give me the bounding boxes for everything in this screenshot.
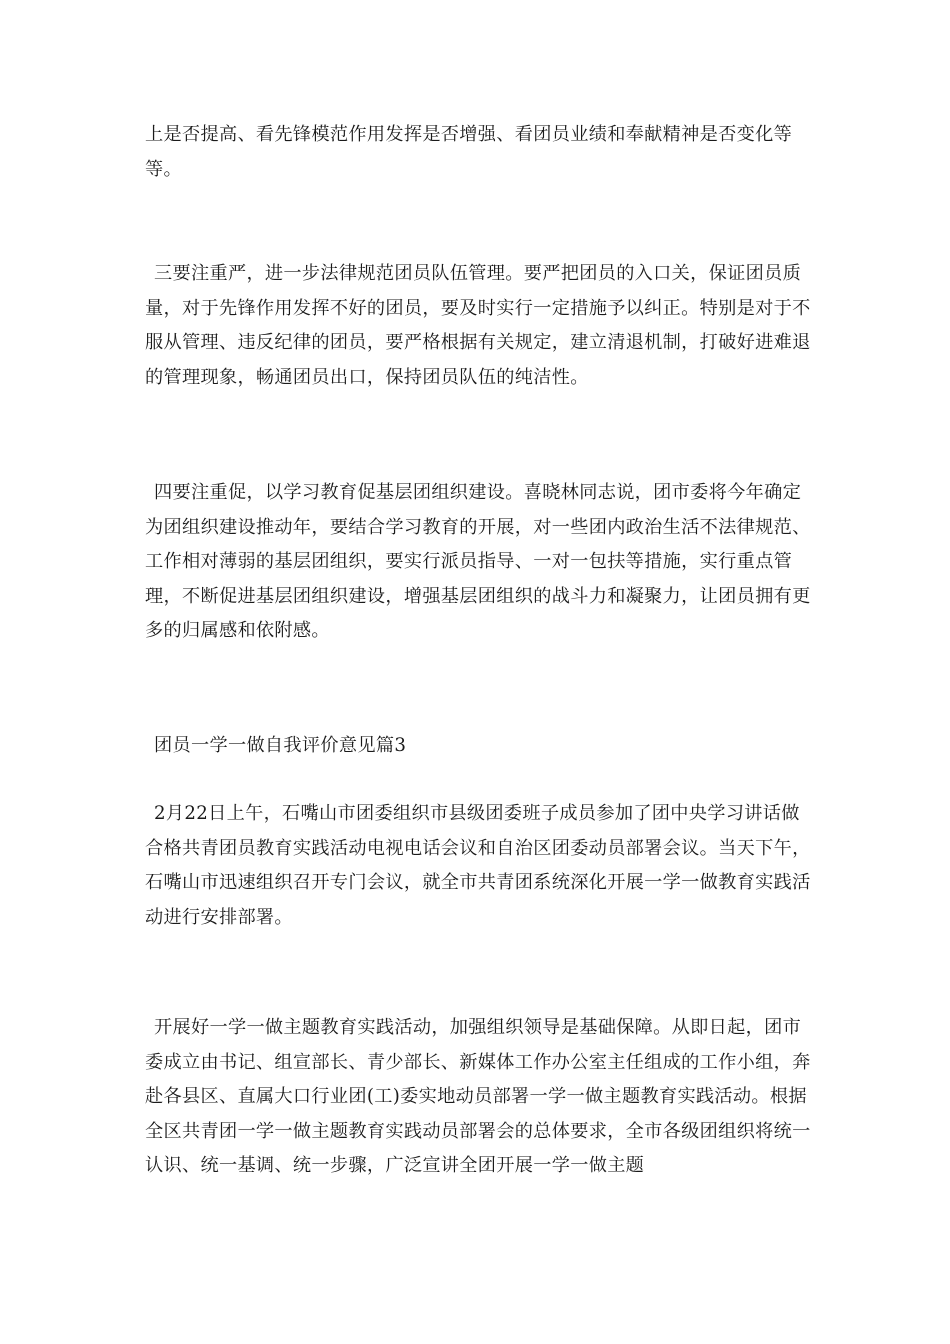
paragraph-point-three: 三要注重严，进一步法律规范团员队伍管理。要严把团员的入口关，保证团员质量，对于先锋作用发挥不好的团员，要及时实行一定措施予以纠正。特别是对于不服从管理、违反纪律的团员，要严格根据有关规定，建立清退机制，打破好进难退的管理现象，畅通团员出口，保持团员队伍的纯洁性。 (145, 263, 811, 388)
paragraph-organization: 开展好一学一做主题教育实践活动，加强组织领导是基础保障。从即日起，团市委成立由书记、组宣部长、青少部长、新媒体工作办公室主任组成的工作小组，奔赴各县区、直属大口行业团(工)委实地动员部署一学一做主题教育实践活动。根据全区共青团一学一做主题教育实践动员部署会的总体要求，全市各级团组织将统一认识、统一基调、统一步骤，广泛宣讲全团开展一学一做主题 (145, 1017, 811, 1176)
paragraph-continuation: 上是否提高、看先锋模范作用发挥是否增强、看团员业绩和奉献精神是否变化等等。 (145, 124, 793, 180)
paragraph-meeting: 2月22日上午，石嘴山市团委组织市县级团委班子成员参加了团中央学习讲话做合格共青团员教育实践活动电视电话会议和自治区团委动员部署会议。当天下午，石嘴山市迅速组织召开专门会议，就全市共青团系统深化开展一学一做教育实践活动进行安排部署。 (145, 803, 811, 928)
section-heading: 团员一学一做自我评价意见篇3 (154, 735, 407, 756)
paragraph-point-four: 四要注重促，以学习教育促基层团组织建设。喜晓林同志说，团市委将今年确定为团组织建设推动年，要结合学习教育的开展，对一些团内政治生活不法律规范、工作相对薄弱的基层团组织，要实行派员指导、一对一包扶等措施，实行重点管理，不断促进基层团组织建设，增强基层团组织的战斗力和凝聚力，让团员拥有更多的归属感和依附感。 (145, 482, 811, 641)
